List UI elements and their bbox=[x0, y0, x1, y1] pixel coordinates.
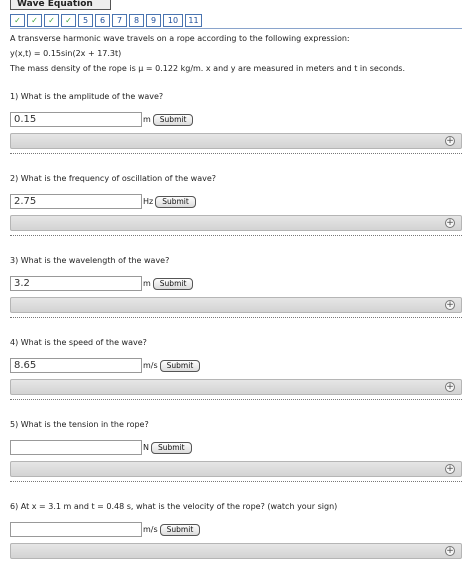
plus-circle-icon[interactable]: + bbox=[446, 546, 454, 556]
intro-line-1: A transverse harmonic wave travels on a rope according to the following expression: bbox=[10, 34, 350, 43]
submit-button[interactable]: Submit bbox=[153, 114, 194, 126]
answer-row bbox=[10, 112, 193, 127]
step-7[interactable]: 7 bbox=[112, 14, 127, 27]
question-separator bbox=[10, 317, 462, 318]
intro-line-3: The mass density of the rope is μ = 0.122 kg/m. x and y are measured in meters and t in seconds. bbox=[10, 64, 405, 73]
answer-row bbox=[10, 440, 192, 455]
plus-circle-icon[interactable]: + bbox=[446, 382, 454, 392]
step-6[interactable]: 6 bbox=[95, 14, 110, 27]
plus-circle-icon[interactable]: + bbox=[446, 218, 454, 228]
question-separator bbox=[10, 153, 462, 154]
unit-label: Hz bbox=[143, 197, 154, 206]
question-label: 1) What is the amplitude of the wave? bbox=[10, 92, 164, 101]
submit-button[interactable]: Submit bbox=[160, 360, 201, 372]
question-label: 2) What is the frequency of oscillation of the wave? bbox=[10, 174, 217, 183]
step-5[interactable]: 5 bbox=[78, 14, 93, 27]
answer-input[interactable] bbox=[10, 194, 142, 209]
unit-label: m/s bbox=[143, 525, 158, 534]
hint-bar[interactable] bbox=[10, 379, 462, 395]
answer-input[interactable] bbox=[10, 112, 142, 127]
step-3[interactable]: ✓ bbox=[44, 14, 59, 27]
question-label: 5) What is the tension in the rope? bbox=[10, 420, 149, 429]
step-1[interactable]: ✓ bbox=[10, 14, 25, 27]
answer-row bbox=[10, 276, 193, 291]
unit-label: m bbox=[143, 279, 151, 288]
step-10[interactable]: 10 bbox=[163, 14, 183, 27]
answer-row bbox=[10, 358, 200, 373]
step-navigation bbox=[10, 14, 202, 28]
question-separator bbox=[10, 481, 462, 482]
hint-bar[interactable] bbox=[10, 543, 462, 559]
plus-circle-icon[interactable]: + bbox=[446, 464, 454, 474]
answer-input[interactable] bbox=[10, 276, 142, 291]
unit-label: N bbox=[143, 443, 149, 452]
intro-equation: y(x,t) = 0.15sin(2x + 17.3t) bbox=[10, 49, 122, 58]
submit-button[interactable]: Submit bbox=[155, 196, 196, 208]
unit-label: m/s bbox=[143, 361, 158, 370]
hint-bar[interactable] bbox=[10, 133, 462, 149]
answer-row bbox=[10, 194, 196, 209]
plus-circle-icon[interactable]: + bbox=[446, 136, 454, 146]
question-label: 4) What is the speed of the wave? bbox=[10, 338, 147, 347]
answer-row bbox=[10, 522, 200, 537]
question-label: 6) At x = 3.1 m and t = 0.48 s, what is the velocity of the rope? (watch your sign) bbox=[10, 502, 338, 511]
step-8[interactable]: 8 bbox=[129, 14, 144, 27]
step-2[interactable]: ✓ bbox=[27, 14, 42, 27]
step-9[interactable]: 9 bbox=[146, 14, 161, 27]
answer-input[interactable] bbox=[10, 358, 142, 373]
question-label: 3) What is the wavelength of the wave? bbox=[10, 256, 170, 265]
steps-divider bbox=[10, 28, 462, 29]
unit-label: m bbox=[143, 115, 151, 124]
answer-input[interactable] bbox=[10, 522, 142, 537]
page-title: Wave Equation bbox=[10, 0, 111, 10]
answer-input[interactable] bbox=[10, 440, 142, 455]
hint-bar[interactable] bbox=[10, 215, 462, 231]
step-4[interactable]: ✓ bbox=[61, 14, 76, 27]
question-separator bbox=[10, 235, 462, 236]
question-separator bbox=[10, 399, 462, 400]
hint-bar[interactable] bbox=[10, 297, 462, 313]
submit-button[interactable]: Submit bbox=[151, 442, 192, 454]
step-11[interactable]: 11 bbox=[185, 14, 202, 27]
hint-bar[interactable] bbox=[10, 461, 462, 477]
submit-button[interactable]: Submit bbox=[160, 524, 201, 536]
submit-button[interactable]: Submit bbox=[153, 278, 194, 290]
plus-circle-icon[interactable]: + bbox=[446, 300, 454, 310]
